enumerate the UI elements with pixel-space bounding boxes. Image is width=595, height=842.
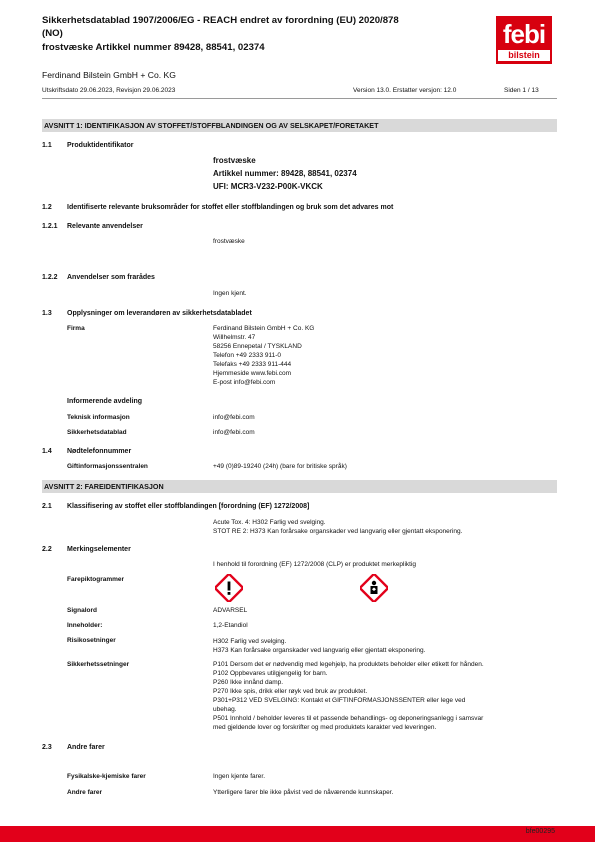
subsection-title: Merkingselementer: [67, 546, 131, 553]
hazard-statements-label: Risikosetninger: [67, 637, 116, 644]
precautionary-statements: P101 Dersom det er nødvendig med legehjelp, ha produktets beholder eller etikett for hånden. P102 Oppbevares utilgjengelig for barn. P260 Ikke innånd damp. P270 Ikke spis, drikk eller røyk ved bruk av produktet. P301+P312 VED SVELGING: Kontakt et GIFTINFORMASJONSSENTER eller lege ved ubehag. P501 Innhold / beholder leveres til et passende behandlings- og deponeringsanlegg i samsvar med gjeldende lover og forskrifter og med produktets karakter ved leveringen.: [213, 661, 484, 731]
footer-bar: [0, 826, 595, 842]
physical-hazards-value: Ingen kjente farer.: [213, 773, 266, 780]
document-title-product: frostvæske Artikkel nummer 89428, 88541, 02374: [42, 42, 265, 53]
contains-value: 1,2-Etandiol: [213, 622, 248, 629]
pictograms-label: Farepiktogrammer: [67, 576, 125, 583]
ufi-code: UFI: MCR3-V232-P00K-VKCK: [213, 182, 323, 191]
page-number: Siden 1 / 13: [504, 87, 539, 94]
subsection-number: 2.2: [42, 546, 52, 553]
section2-heading: AVSNITT 2: FAREIDENTIFIKASJON: [42, 480, 557, 493]
product-name: frostvæske: [213, 156, 256, 165]
signal-word-label: Signalord: [67, 607, 97, 614]
footer-code: bfe00295: [525, 828, 555, 835]
subsection-number: 2.1: [42, 503, 52, 510]
subsection-title: Relevante anvendelser: [67, 223, 143, 230]
hazard-statements: H302 Farlig ved svelging. H373 Kan forårsake organskader ved langvarig eller gjentatt eksponering.: [213, 638, 426, 654]
subsection-number: 1.1: [42, 142, 52, 149]
subsection-title: Nødtelefonnummer: [67, 448, 132, 455]
subsection-title: Produktidentifikator: [67, 142, 134, 149]
subsection-number: 1.2.2: [42, 274, 58, 281]
subsection-title: Andre farer: [67, 744, 105, 751]
relevant-uses-value: frostvæske: [213, 238, 245, 245]
subsection-title: Anvendelser som frarådes: [67, 274, 155, 281]
tech-info-label: Teknisk informasjon: [67, 414, 130, 421]
firma-label: Firma: [67, 325, 85, 332]
febi-bilstein-logo: febi bilstein: [496, 16, 552, 64]
subsection-number: 1.2: [42, 204, 52, 211]
subsection-title: Opplysninger om leverandøren av sikkerhetsdatabladet: [67, 310, 252, 317]
subsection-number: 1.4: [42, 448, 52, 455]
signal-word-value: ADVARSEL: [213, 607, 248, 614]
labelling-intro: I henhold til forordning (EF) 1272/2008 (CLP) er produktet merkepliktig: [213, 561, 417, 568]
info-department-heading: Informerende avdeling: [67, 398, 143, 405]
subsection-title: Identifiserte relevante bruksområder for stoffet eller stoffblandingen og bruk som det advares mot: [67, 204, 394, 211]
precautionary-statements-label: Sikkerhetssetninger: [67, 661, 130, 668]
poison-center-phone: +49 (0)89-19240 (24h) (bare for britiske språk): [213, 463, 347, 470]
document-title-line1: Sikkerhetsdatablad 1907/2006/EG - REACH endret av forordning (EU) 2020/878: [42, 15, 399, 26]
subsection-number: 1.2.1: [42, 223, 58, 230]
uses-advised-against-value: Ingen kjent.: [213, 290, 247, 297]
tech-info-email: info@febi.com: [213, 414, 255, 421]
firma-address: Ferdinand Bilstein GmbH + Co. KG Willhelmstr. 47 58256 Ennepetal / TYSKLAND Telefon +49 2333 911-0 Telefaks +49 2333 911-444 Hjemmeside www.febi.com E-post info@febi.com: [213, 325, 315, 386]
poison-center-label: Giftinformasjonssentralen: [67, 463, 148, 470]
classification-lines: Acute Tox. 4: H302 Farlig ved svelging. STOT RE 2: H373 Kan forårsake organskader ved langvarig eller gjentatt eksponering.: [213, 519, 463, 535]
section1-heading: AVSNITT 1: IDENTIFIKASJON AV STOFFET/STOFFBLANDINGEN OG AV SELSKAPET/FORETAKET: [42, 119, 557, 132]
contains-label: Inneholder:: [67, 622, 103, 629]
health-hazard-pictogram-icon: [360, 574, 388, 602]
print-date: Utskriftsdato 29.06.2023, Revisjon 29.06.2023: [42, 87, 176, 94]
subsection-number: 1.3: [42, 310, 52, 317]
sds-email: info@febi.com: [213, 429, 255, 436]
other-hazards-label: Andre farer: [67, 789, 103, 796]
subsection-number: 2.3: [42, 744, 52, 751]
document-title-line2: (NO): [42, 28, 63, 39]
physical-hazards-label: Fysikalske-kjemiske farer: [67, 773, 146, 780]
other-hazards-value: Ytterligere farer ble ikke påvist ved de nåværende kunnskaper.: [213, 789, 394, 796]
company-name: Ferdinand Bilstein GmbH + Co. KG: [42, 70, 176, 80]
subsection-title: Klassifisering av stoffet eller stoffblandingen [forordning (EF) 1272/2008]: [67, 503, 310, 510]
exclamation-pictogram-icon: [215, 574, 243, 602]
header-divider: [42, 98, 557, 99]
sds-label: Sikkerhetsdatablad: [67, 429, 127, 436]
version-info: Version 13.0. Erstatter versjon: 12.0: [353, 87, 457, 94]
article-number: Artikkel nummer: 89428, 88541, 02374: [213, 169, 357, 178]
